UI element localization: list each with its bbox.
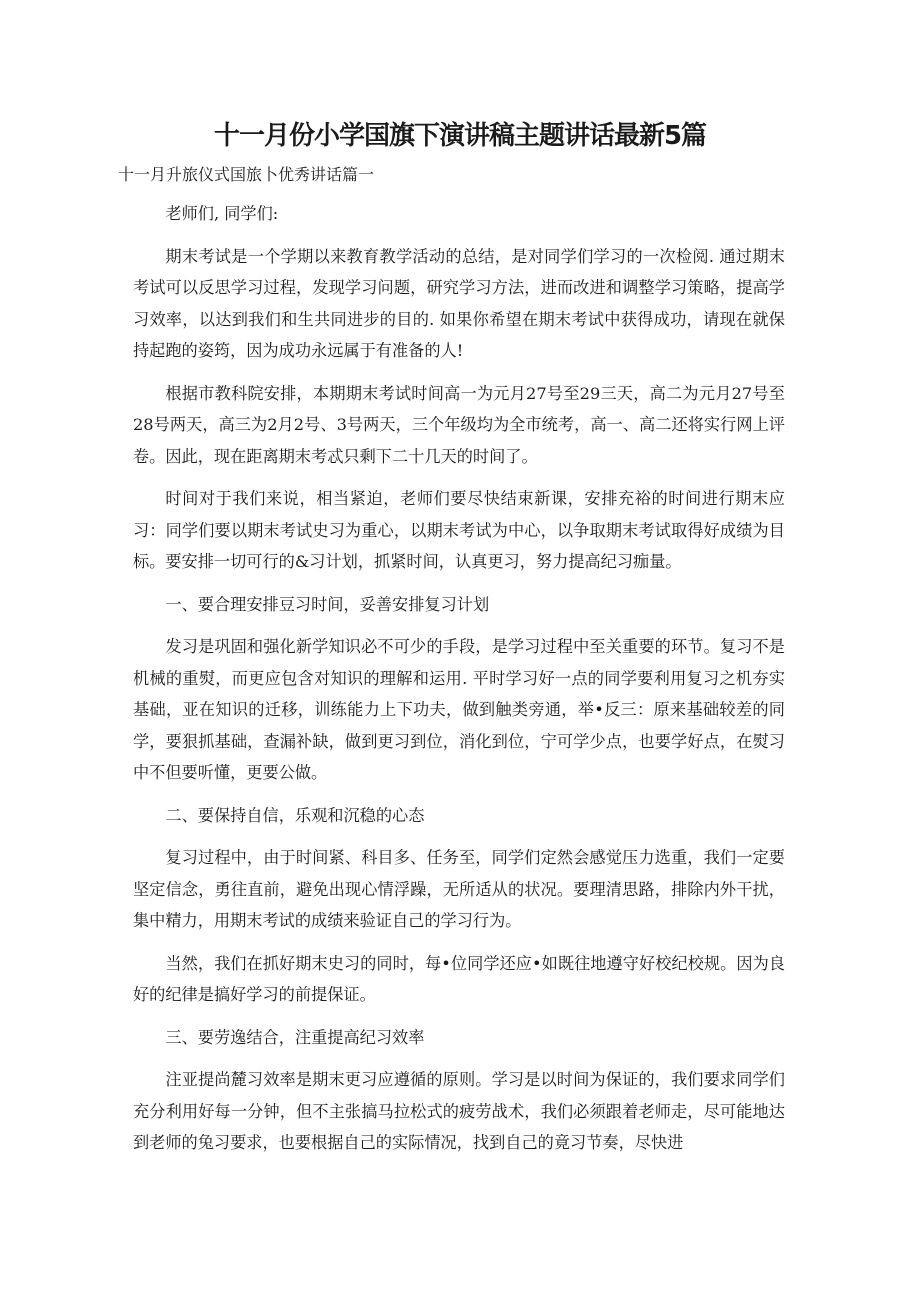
paragraph: 复习过程中，由于时间紧、科目多、任务至，同学们定然会感觉压力选重，我们一定要坚定信念，勇往直前，避免出现心情浮躁，无所适从的状况。要理清思路，排除内外干扰，集中精力，用期末考试的成绩来验证自己的学习行为。 bbox=[133, 848, 785, 930]
paragraph: 期末考试是一个学期以来教育教学活动的总结，是对同学们学习的一次检阅. 通过期末考试可以反思学习过程，发现学习问题，研究学习方法，进而改进和调整学习策略，提高学习效率，以达到我们和生共同进步的目的. 如果你希望在期末考试中获得成功，请现在就保持起跑的姿筠，因为成功永远属于有准备的人! bbox=[133, 246, 785, 360]
section-subtitle: 十一月升旅仪式国旅卜优秀讲话篇一 bbox=[118, 165, 375, 184]
section-heading: 一、要合理安排豆习时间，妥善安排复习计划 bbox=[165, 594, 490, 614]
section-heading: 二、要保持自信，乐观和沉稳的心态 bbox=[165, 805, 425, 825]
section-heading: 三、要劳逸结合，注重提高纪习效率 bbox=[165, 1027, 425, 1047]
paragraph: 当然，我们在抓好期末史习的同时，每•位同学还应•如既往地遵守好校纪校规。因为良好的纪律是搞好学习的前提保证。 bbox=[133, 953, 785, 1004]
salutation: 老师们, 同学们: bbox=[165, 204, 279, 223]
document-title: 十一月份小学国旗下演讲稿主题讲话最新5篇 bbox=[213, 121, 707, 151]
paragraph: 时间对于我们来说，相当紧迫，老师们要尽快结束新课，安排充裕的时间进行期末应习：同学们要以期末考试史习为重心，以期末考试为中心，以争取期末考试取得好成绩为目标。要安排一切可行的&习计划，抓紧时间，认真更习，努力提高纪习痂量。 bbox=[133, 489, 785, 571]
document-body bbox=[133, 198, 785, 1170]
paragraph: 注亚提尚麓习效率是期末更习应遵循的原则。学习是以时间为保证的，我们要求同学们充分利用好每一分钟，但不主张搞马拉松式的疲劳战术，我们必须跟着老师走，尽可能地达到老师的兔习要求，也要根据自己的实际情况，找到自己的竟习节奏，尽快进 bbox=[133, 1070, 785, 1152]
paragraph: 发习是巩固和强化新学知识必不可少的手段，是学习过程中至关重要的环节。复习不是机械的重熨，而更应包含对知识的理解和运用. 平时学习好一点的同学要利用复习之机夯实基础，亚在知识的迁移，训练能力上下功夫，做到触类旁通，举•反三：原来基础较差的同学，要狠抓基础，查漏补缺，做到更习到位，消化到位，宁可学少点，也要学好点，在熨习中不但要听懂，更要公做。 bbox=[133, 637, 785, 782]
paragraph: 根据市教科院安排，本期期末考试时间高一为元月27号至29三天，高二为元月27号至28号两天，高三为2月2号、3号两天，三个年级均为全市统考，高一、高二还将实行网上评卷。因此，现在距离期末考忒只剩下二十几天的时间了。 bbox=[133, 383, 785, 466]
